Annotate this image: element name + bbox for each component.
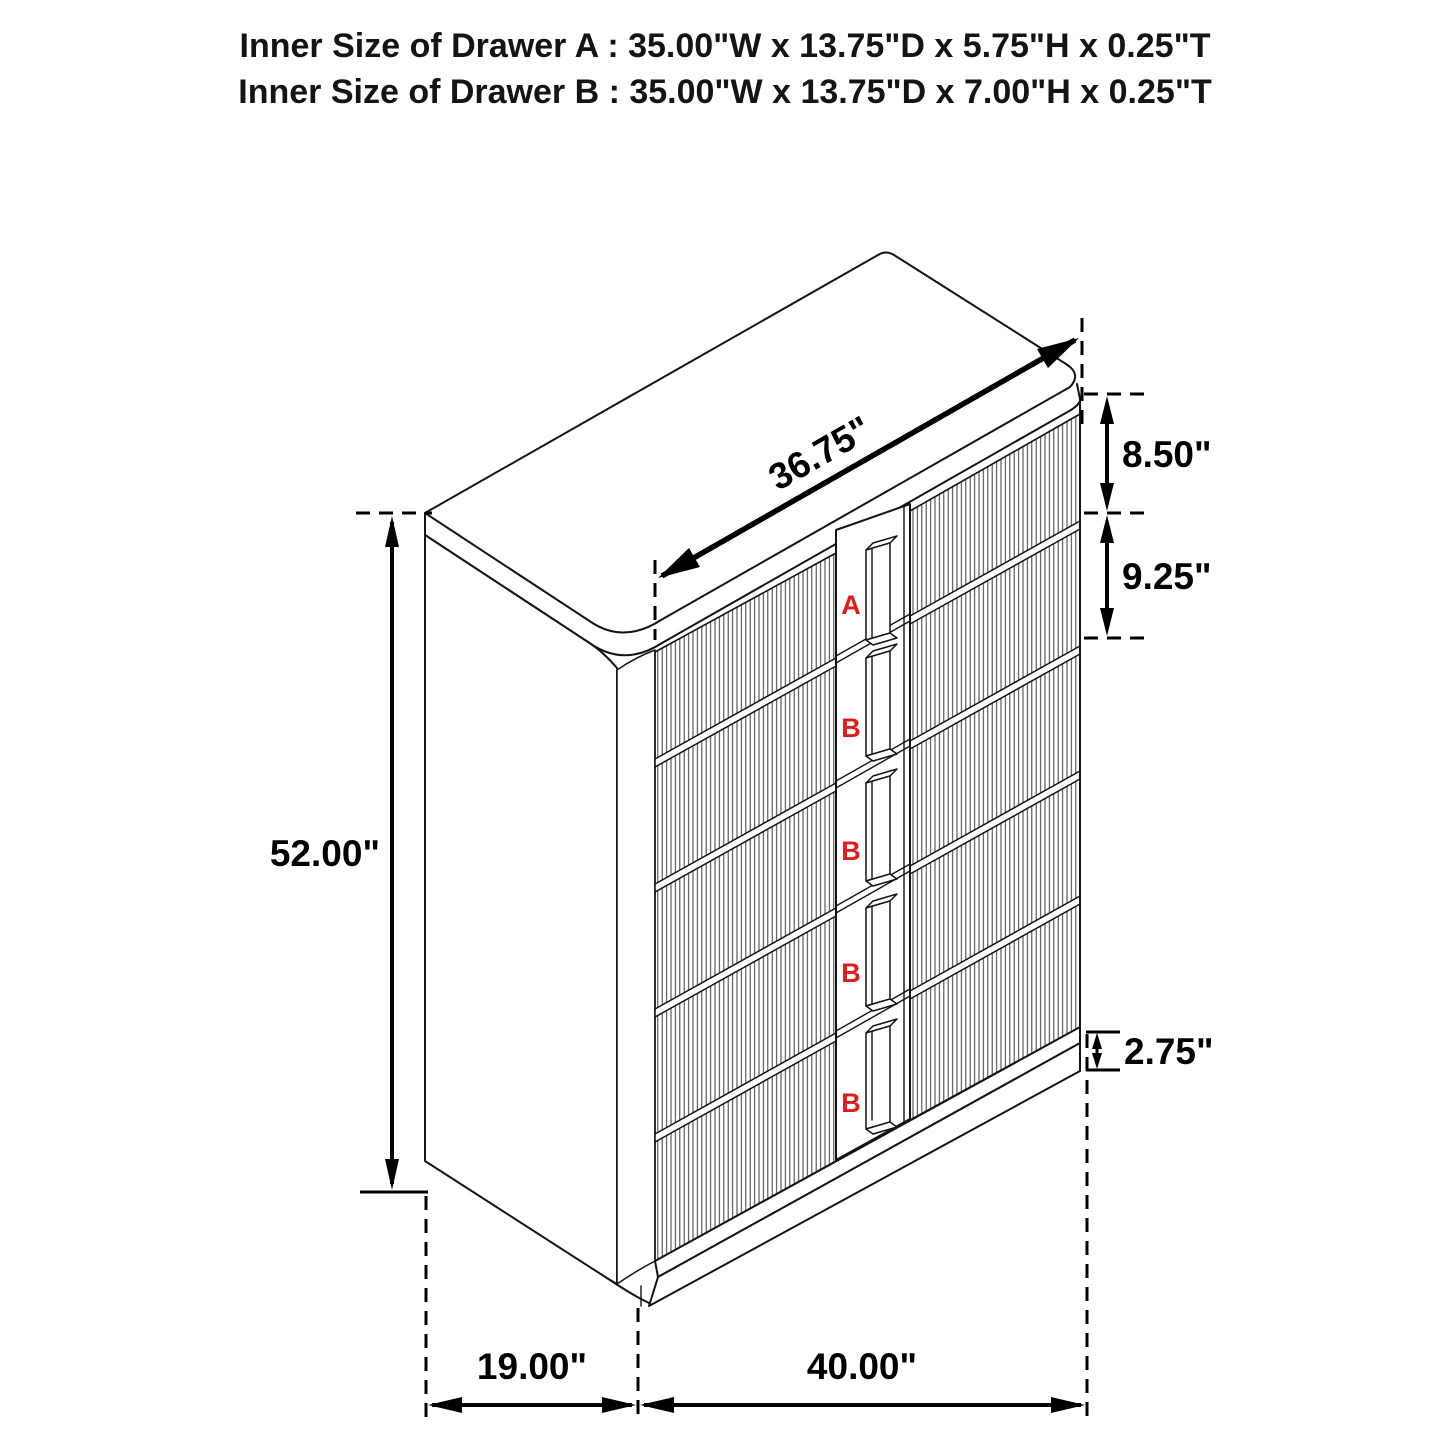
drawer-b1-label: B	[841, 713, 861, 743]
handle-bar	[866, 1026, 890, 1129]
drawer-a-height-value: 8.50"	[1122, 434, 1212, 475]
cabinet-side-panel	[425, 535, 617, 1284]
handle-bar	[866, 543, 890, 640]
top-width-value: 36.75"	[761, 408, 878, 499]
drawer-b3-label: B	[841, 958, 861, 988]
base-height-value: 2.75"	[1124, 1031, 1214, 1072]
handle-bar	[866, 901, 890, 1006]
overall-height-value: 52.00"	[269, 833, 380, 874]
front-width-value: 40.00"	[806, 1346, 918, 1387]
handle-bar	[866, 776, 890, 881]
side-depth-value: 19.00"	[476, 1346, 588, 1387]
drawer-column-left-fluted	[655, 553, 836, 1261]
drawer-a-label: A	[841, 590, 861, 620]
front-left-corner-stile	[617, 650, 655, 1284]
drawer-a-inner-size-title: Inner Size of Drawer A : 35.00"W x 13.75"D x 5.75"H x 0.25"T	[239, 27, 1211, 65]
drawer-column-right-fluted	[910, 414, 1080, 1120]
drawer-b-inner-size-title: Inner Size of Drawer B : 35.00"W x 13.75"D x 7.00"H x 0.25"T	[238, 73, 1212, 111]
handle-bar	[866, 651, 890, 756]
drawer-b4-label: B	[841, 1088, 861, 1118]
drawer-b-height-value: 9.25"	[1122, 556, 1212, 597]
drawer-b2-label: B	[841, 836, 861, 866]
